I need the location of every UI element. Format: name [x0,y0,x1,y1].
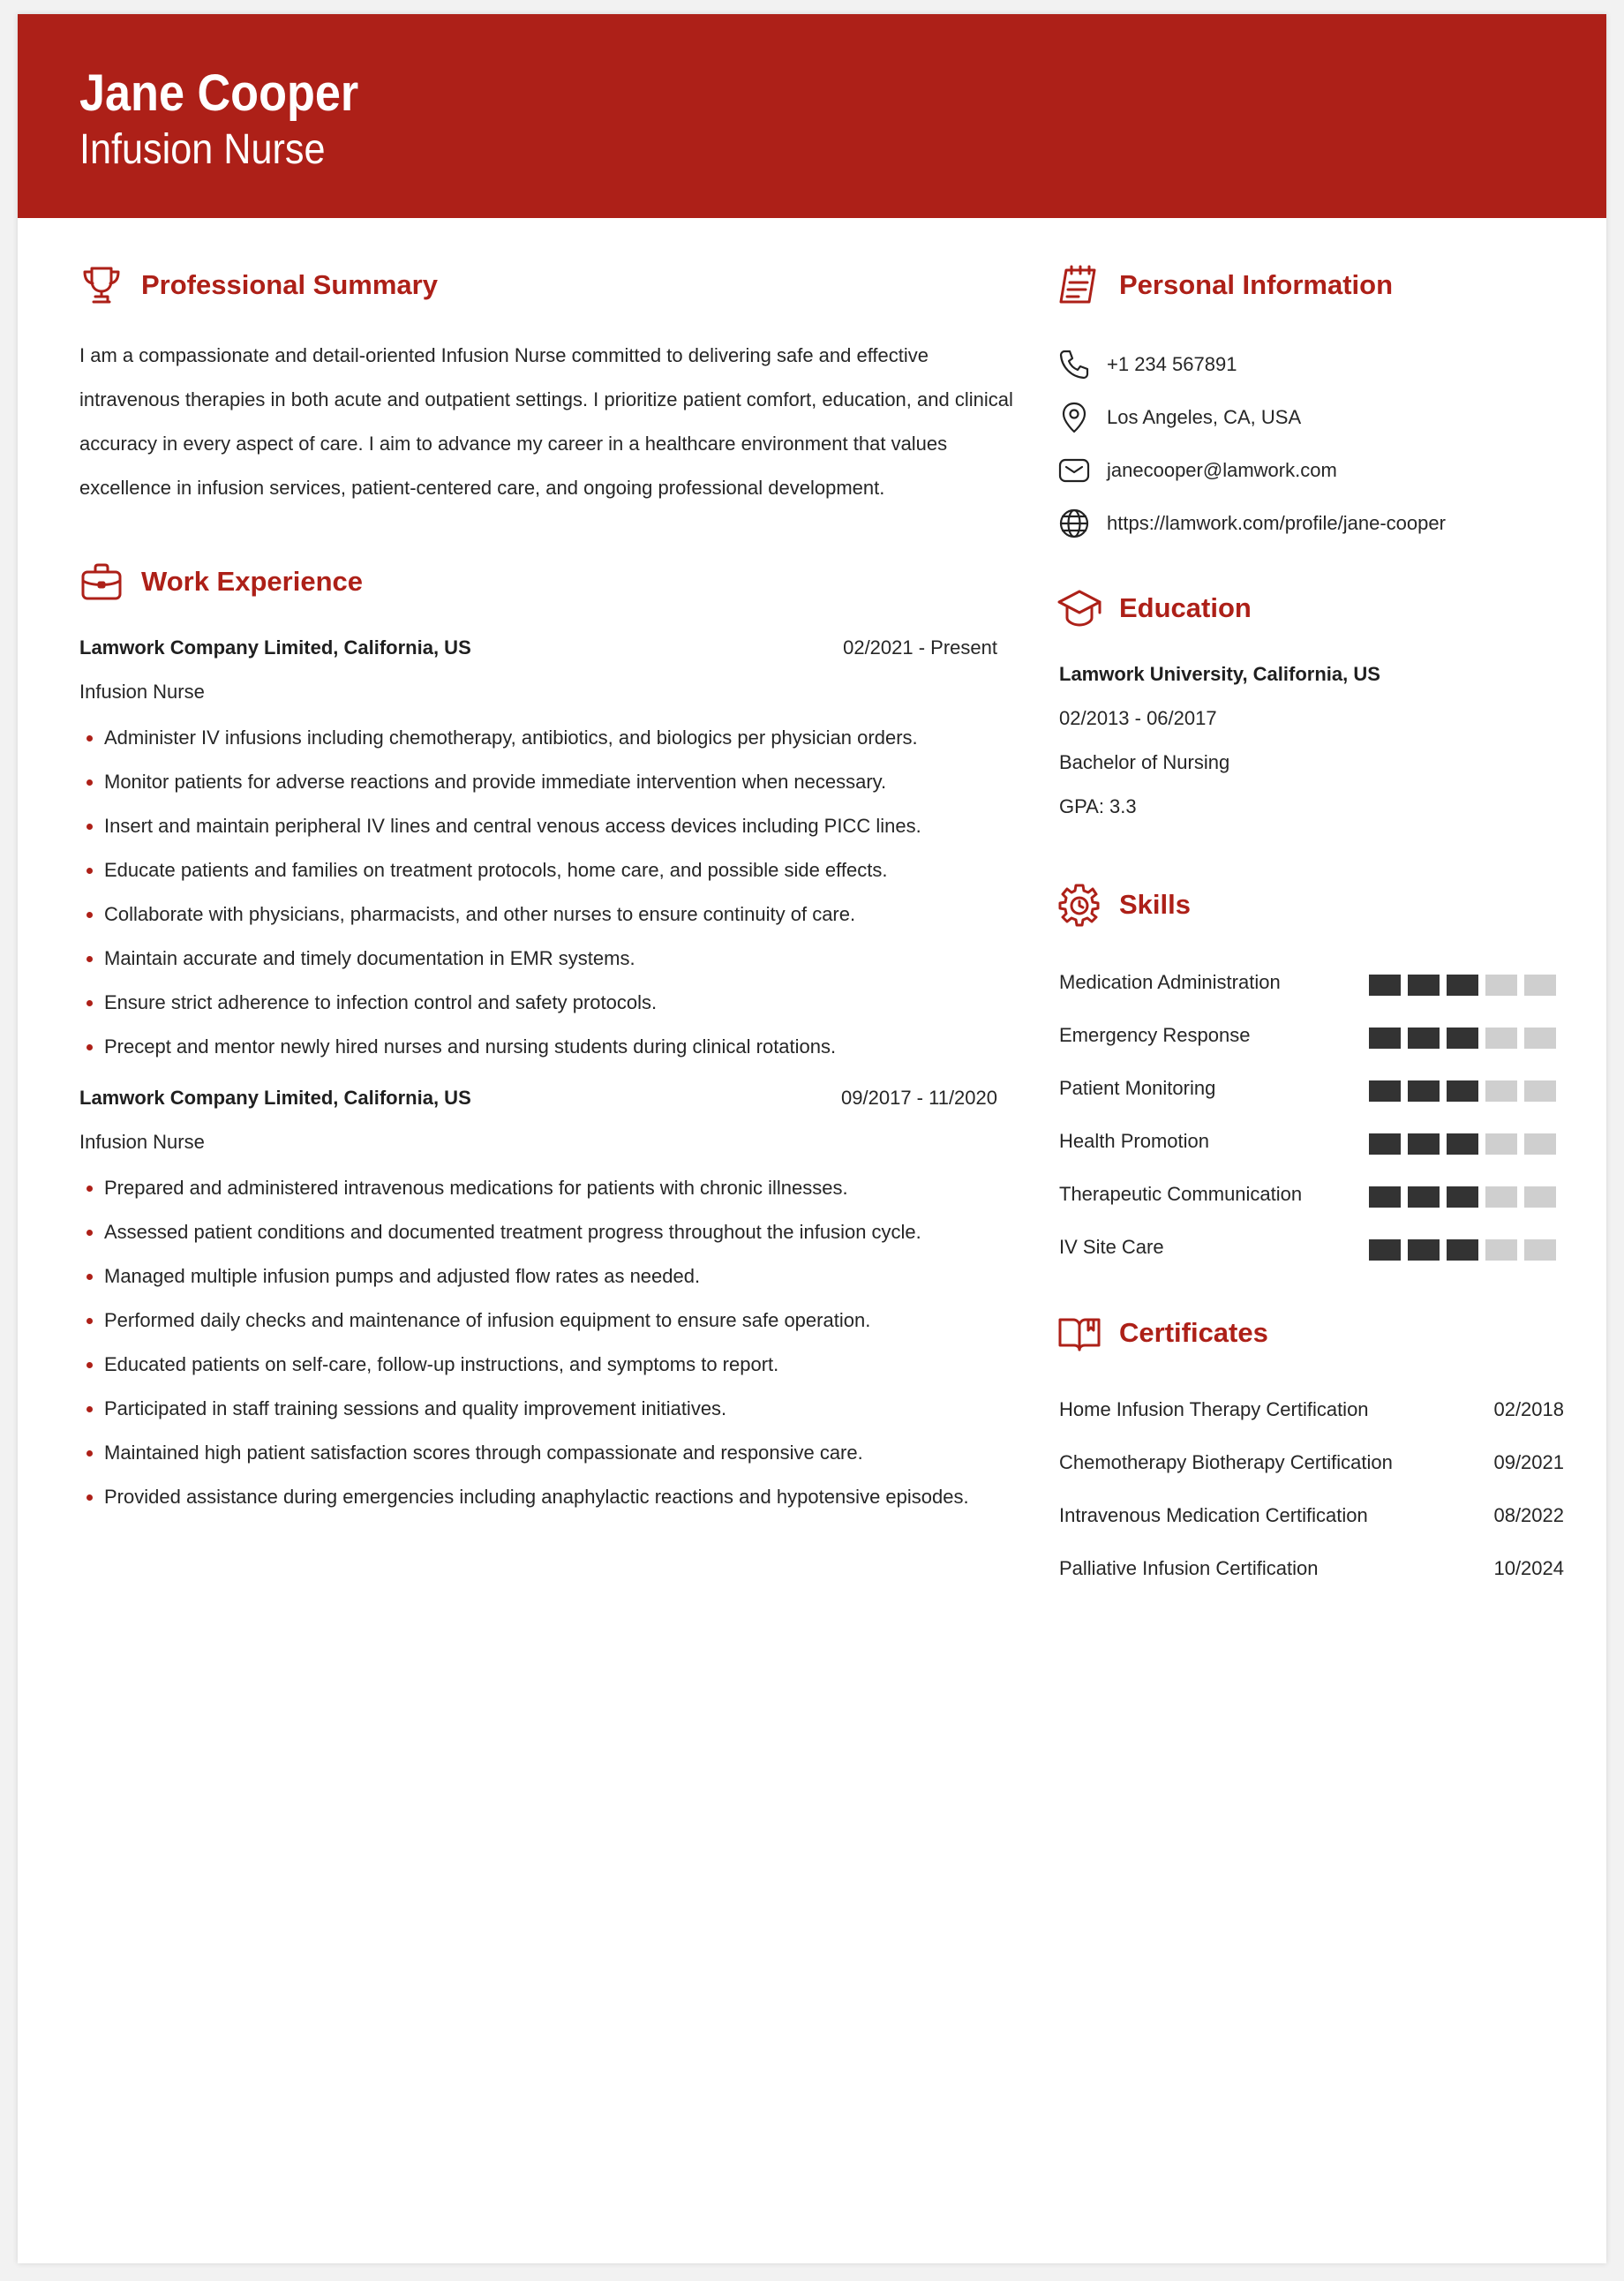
skill-row [1059,1125,1553,1160]
notepad-icon [1056,261,1103,309]
summary-heading-text: Professional Summary [141,269,438,300]
skill-level-empty [1485,1239,1517,1261]
skills-heading [1056,881,1191,929]
job-dates: 02/2021 - Present [843,636,997,659]
summary-heading [78,261,438,309]
skill-level-filled [1447,1133,1478,1155]
skill-level-filled [1408,1080,1440,1102]
certificate-date: 08/2022 [1493,1504,1564,1526]
job-bullet: Maintained high patient satisfaction scores through compassionate and responsive care. [79,1431,1015,1475]
job-bullet: Managed multiple infusion pumps and adjusted flow rates as needed. [79,1254,1015,1299]
skill-row [1059,1178,1553,1213]
job-bullet: Monitor patients for adverse reactions and provide immediate intervention when necessary. [79,760,1015,804]
skill-name: Therapeutic Communication [1059,1183,1303,1205]
skill-level-filled [1408,1186,1440,1208]
graduation-cap-icon [1056,584,1103,632]
skill-level-filled [1369,1133,1401,1155]
skill-row [1059,1019,1553,1054]
skill-level-bar [1369,1028,1563,1049]
job-bullet: Educate patients and families on treatment protocols, home care, and possible side effects. [79,848,1015,892]
skills-heading-text: Skills [1119,889,1191,920]
skill-level-empty [1524,1186,1556,1208]
phone-value: +1 234 567891 [1107,353,1237,375]
skill-level-empty [1524,1080,1556,1102]
job-bullet: Assessed patient conditions and documented treatment progress throughout the infusion cycle. [79,1210,1015,1254]
candidate-name: Jane Cooper [79,64,359,122]
certificate-date: 02/2018 [1493,1398,1564,1420]
resume-page [18,14,1606,2263]
experience-heading [78,558,363,606]
briefcase-icon [78,558,125,606]
skill-name: Health Promotion [1059,1130,1209,1152]
personal-heading-text: Personal Information [1119,269,1394,300]
skill-name: Medication Administration [1059,971,1281,993]
skill-level-filled [1369,1028,1401,1049]
certificate-date: 10/2024 [1493,1557,1564,1579]
skill-level-filled [1447,1080,1478,1102]
phone-row [1057,347,1237,382]
globe-icon [1057,507,1091,540]
skill-level-empty [1524,1239,1556,1261]
skill-level-empty [1485,1028,1517,1049]
skill-level-filled [1369,1239,1401,1261]
certificate-date: 09/2021 [1493,1451,1564,1473]
gear-icon [1056,881,1103,929]
skill-level-filled [1408,1028,1440,1049]
certificate-name: Chemotherapy Biotherapy Certification [1059,1451,1393,1473]
skill-level-bar [1369,1186,1563,1208]
skill-level-bar [1369,975,1563,996]
certificate-name: Home Infusion Therapy Certification [1059,1398,1369,1420]
map-pin-icon [1057,401,1091,434]
education-gpa: GPA: 3.3 [1059,795,1137,817]
certificate-row [1059,1552,1564,1587]
job-bullet: Precept and mentor newly hired nurses and nursing students during clinical rotations. [79,1025,1015,1069]
job-bullet: Insert and maintain peripheral IV lines and central venous access devices including PICC lines. [79,804,1015,848]
certificates-heading [1056,1309,1268,1357]
resume-header [18,14,1606,218]
education-dates: 02/2013 - 06/2017 [1059,707,1217,729]
skill-level-filled [1369,975,1401,996]
certificate-name: Palliative Infusion Certification [1059,1557,1319,1579]
job-role: Infusion Nurse [79,681,205,703]
job-role: Infusion Nurse [79,1131,205,1153]
experience-heading-text: Work Experience [141,566,363,597]
job-bullet: Maintain accurate and timely documentation in EMR systems. [79,937,1015,981]
skill-name: Patient Monitoring [1059,1077,1216,1099]
skill-level-empty [1485,975,1517,996]
skill-level-filled [1447,1028,1478,1049]
skill-row [1059,966,1553,1001]
website-row [1057,506,1446,541]
skill-level-bar [1369,1080,1563,1102]
job-dates: 09/2017 - 11/2020 [841,1087,997,1109]
certificates-heading-text: Certificates [1119,1317,1268,1348]
email-value[interactable]: janecooper@lamwork.com [1107,459,1337,481]
job-bullet: Collaborate with physicians, pharmacists, and other nurses to ensure continuity of care. [79,892,1015,937]
job-company: Lamwork Company Limited, California, US [79,636,471,659]
summary-text: I am a compassionate and detail-oriented Infusion Nurse committed to delivering safe and effective intravenous therapies in both acute and outpatient settings. I prioritize patient comfort, education, and clinical accuracy in every aspect of care. I aim to advance my career in a healthcare environment that values excellence in infusion services, patient-centered care, and ongoing professional development. [79,344,1013,499]
book-icon [1056,1309,1103,1357]
trophy-icon [78,261,125,309]
job-bullet: Ensure strict adherence to infection control and safety protocols. [79,981,1015,1025]
skill-level-filled [1408,1239,1440,1261]
skill-level-filled [1447,1239,1478,1261]
skill-level-empty [1524,975,1556,996]
skill-level-filled [1447,975,1478,996]
job-bullet: Prepared and administered intravenous medications for patients with chronic illnesses. [79,1166,1015,1210]
location-row [1057,400,1301,435]
skill-level-filled [1447,1186,1478,1208]
job-bullet: Performed daily checks and maintenance of infusion equipment to ensure safe operation. [79,1299,1015,1343]
skill-level-bar [1369,1133,1563,1155]
skill-level-empty [1524,1028,1556,1049]
skill-row [1059,1072,1553,1107]
certificate-name: Intravenous Medication Certification [1059,1504,1368,1526]
phone-icon [1057,348,1091,381]
email-row [1057,453,1337,488]
skill-level-empty [1485,1186,1517,1208]
job-bullet: Educated patients on self-care, follow-up instructions, and symptoms to report. [79,1343,1015,1387]
education-heading-text: Education [1119,592,1252,623]
certificate-row [1059,1446,1564,1481]
skill-level-empty [1485,1133,1517,1155]
skill-level-empty [1524,1133,1556,1155]
job-bullet-list [79,716,1015,1069]
skill-row [1059,1231,1553,1266]
job-bullet: Administer IV infusions including chemotherapy, antibiotics, and biologics per physician orders. [79,716,1015,760]
education-degree: Bachelor of Nursing [1059,751,1230,773]
job-bullet: Participated in staff training sessions and quality improvement initiatives. [79,1387,1015,1431]
education-school: Lamwork University, California, US [1059,663,1380,685]
skill-level-filled [1408,1133,1440,1155]
education-heading [1056,584,1252,632]
skill-level-filled [1369,1080,1401,1102]
skill-name: IV Site Care [1059,1236,1164,1258]
skill-level-filled [1408,975,1440,996]
skill-name: Emergency Response [1059,1024,1251,1046]
location-value: Los Angeles, CA, USA [1107,406,1302,428]
job-bullet: Provided assistance during emergencies including anaphylactic reactions and hypotensive episodes. [79,1475,1015,1519]
personal-heading [1056,261,1393,309]
job-bullet-list [79,1166,1015,1519]
mail-icon [1057,454,1091,487]
skill-level-filled [1369,1186,1401,1208]
job-company: Lamwork Company Limited, California, US [79,1087,471,1109]
skill-level-bar [1369,1239,1563,1261]
website-value[interactable]: https://lamwork.com/profile/jane-cooper [1107,512,1446,534]
certificate-row [1059,1393,1564,1428]
skill-level-empty [1485,1080,1517,1102]
certificate-row [1059,1499,1564,1534]
candidate-title: Infusion Nurse [79,126,326,173]
